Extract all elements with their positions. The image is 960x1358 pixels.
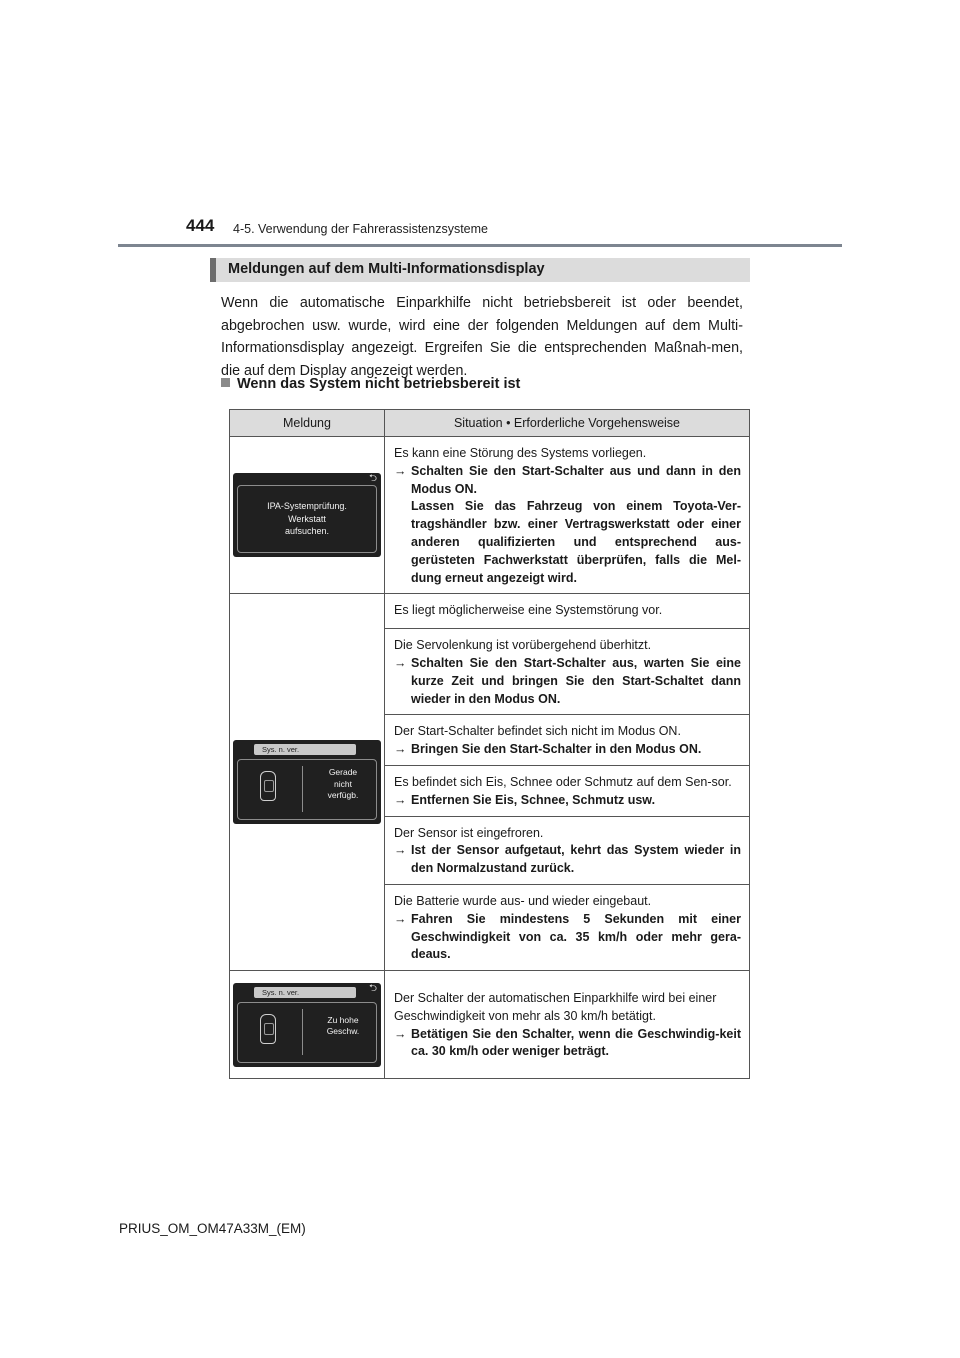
page-number: 444 [186, 216, 215, 235]
screen-frame [237, 1002, 377, 1063]
display-screen-not-available [233, 740, 381, 824]
action-text: Ist der Sensor aufgetaut, kehrt das System wieder in den Normalzustand zurück. [411, 843, 741, 876]
status-pill: Sys. n. ver. [254, 987, 356, 998]
subheading-text: Wenn das System nicht betriebsbereit ist [237, 376, 521, 392]
arrow-icon: → [394, 463, 407, 478]
display-screen-speed-too-high [233, 983, 381, 1067]
message-image-cell [230, 437, 385, 594]
intro-paragraph: Wenn die automatische Einparkhilfe nicht betriebsbereit ist oder beendet, abgebrochen usw. wurde, wird eine der folgenden Meldungen auf dem Multi-Informationsdisplay angezeigt. Ergreifen Sie die entsprechenden Maßnah-men, die auf dem Display angezeigt werden. [221, 295, 743, 379]
back-arrow-icon: ⮌ [368, 982, 377, 994]
screen-frame [237, 759, 377, 820]
status-pill: Sys. n. ver. [254, 744, 356, 755]
action-line [394, 842, 741, 878]
column-header-situation: Situation • Erforderliche Vorgehensweise [385, 410, 750, 437]
header-rule [118, 244, 842, 247]
situation-text: Es befindet sich Eis, Schnee oder Schmutz auf dem Sen-sor. [394, 774, 732, 789]
screen-divider [302, 1009, 303, 1055]
screen-message: IPA-Systemprüfung. Werkstatt aufsuchen. [267, 501, 347, 537]
screen-frame [237, 485, 377, 553]
situation-entry [385, 437, 749, 593]
table-row [230, 437, 750, 594]
action-line [394, 463, 741, 499]
action-line [394, 655, 741, 708]
situation-entry [385, 766, 749, 817]
situation-text: Der Schalter der automatischen Einparkhilfe wird bei einer Geschwindigkeit von mehr als 30 km/h betätigt. [394, 991, 717, 1023]
table-row [230, 971, 750, 1079]
chapter-title: 4-5. Verwendung der Fahrerassistenzsysteme [233, 222, 488, 236]
car-top-view-icon [260, 1014, 276, 1044]
arrow-icon: → [394, 843, 407, 858]
back-arrow-icon: ⮌ [368, 473, 377, 485]
arrow-icon: → [394, 655, 407, 670]
bullet-square-icon [221, 378, 230, 387]
situation-entry [385, 594, 749, 629]
situation-entry [385, 885, 749, 970]
screen-message: Zu hohe Geschw. [326, 1014, 360, 1037]
situation-entry [385, 817, 749, 885]
document-code: PRIUS_OM_OM47A33M_(EM) [119, 1221, 306, 1236]
situation-cell [385, 437, 750, 594]
screen-divider [302, 766, 303, 812]
situation-text: Der Start-Schalter befindet sich nicht im Modus ON. [394, 724, 681, 739]
arrow-icon: → [394, 792, 407, 807]
message-image-cell [230, 971, 385, 1079]
situation-text: Die Batterie wurde aus- und wieder eingebaut. [394, 893, 652, 908]
table-row [230, 594, 750, 971]
message-table [229, 409, 750, 1079]
action-line [394, 1026, 741, 1062]
message-image-cell [230, 594, 385, 971]
action-text: Schalten Sie den Start-Schalter aus, warten Sie eine kurze Zeit und bringen Sie den Start-Schaltet dann wieder in den Modus ON. [411, 655, 741, 706]
action-line [394, 792, 741, 810]
situation-cell [385, 594, 750, 971]
action-line [394, 911, 741, 964]
arrow-icon: → [394, 911, 407, 926]
action-text: Betätigen Sie den Schalter, wenn die Geschwindig-keit ca. 30 km/h oder weniger beträgt. [411, 1026, 741, 1059]
situation-text: Die Servolenkung ist vorübergehend überhitzt. [394, 638, 652, 653]
situation-entry [385, 715, 749, 766]
screen-message: Gerade nicht verfügb. [327, 767, 359, 801]
section-heading [210, 258, 750, 282]
action-text: Entfernen Sie Eis, Schnee, Schmutz usw. [411, 792, 656, 807]
action-text: Schalten Sie den Start-Schalter aus und dann in den Modus ON. [411, 463, 741, 496]
arrow-icon: → [394, 1026, 407, 1041]
situation-cell [385, 971, 750, 1079]
situation-text: Der Sensor ist eingefroren. [394, 825, 544, 840]
subheading [221, 376, 520, 392]
situation-entry [385, 629, 749, 715]
car-top-view-icon [260, 771, 276, 801]
action-text: Bringen Sie den Start-Schalter in den Modus ON. [411, 742, 702, 757]
table-header-row [230, 410, 750, 437]
column-header-message: Meldung [230, 410, 385, 437]
action-text: Fahren Sie mindestens 5 Sekunden mit einer Geschwindigkeit von ca. 35 km/h oder mehr gera-deaus. [411, 911, 741, 962]
display-screen-ipa-check [233, 473, 381, 557]
action-extra-text: Lassen Sie das Fahrzeug von einem Toyota-Ver-tragshändler bzw. einer Vertragswerkstatt oder einer anderen qualifizierten und entsprechend aus-gerüsteten Fachwerkstatt überprüfen, falls die Mel-dung erneut angezeigt wird. [411, 499, 741, 585]
situation-text: Es liegt möglicherweise eine Systemstörung vor. [394, 603, 663, 618]
arrow-icon: → [394, 742, 407, 757]
action-line [394, 741, 741, 759]
situation-entry [385, 982, 749, 1067]
section-heading-text: Meldungen auf dem Multi-Informationsdisplay [228, 261, 545, 277]
situation-text: Es kann eine Störung des Systems vorliegen. [394, 446, 647, 460]
